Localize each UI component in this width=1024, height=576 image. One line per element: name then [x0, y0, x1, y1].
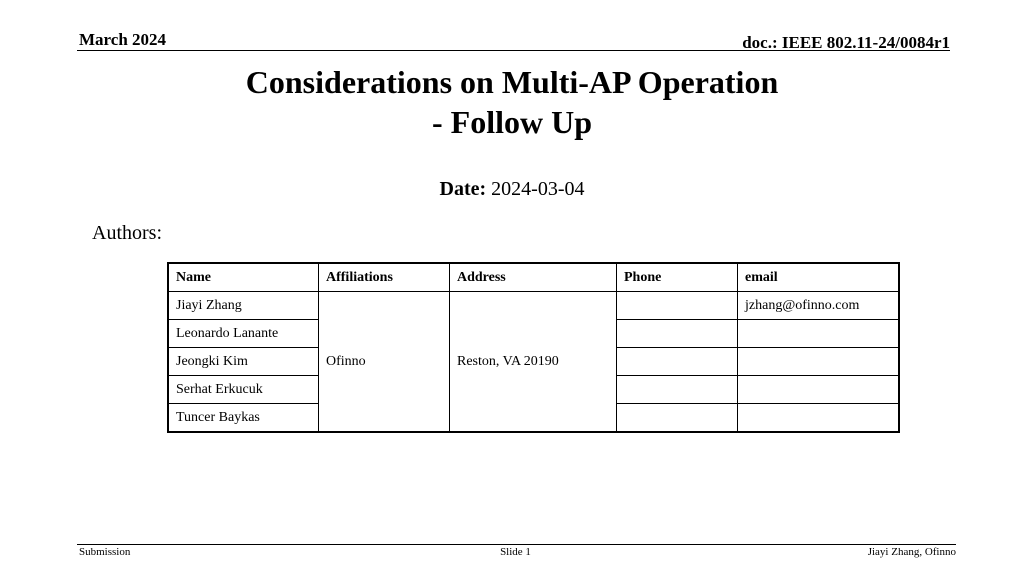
- slide-title-line-2: - Follow Up: [432, 104, 592, 140]
- footer-slide-number: Slide 1: [500, 546, 531, 558]
- header-doc-id: doc.: IEEE 802.11-24/0084r1: [742, 33, 950, 52]
- header-date: March 2024: [79, 30, 167, 49]
- author-affiliation: Ofinno: [319, 292, 450, 433]
- authors-table: [167, 262, 900, 433]
- authors-label: Authors:: [92, 222, 162, 244]
- author-name: Jeongki Kim: [168, 348, 319, 376]
- author-email: jzhang@ofinno.com: [738, 292, 900, 320]
- author-email: [738, 404, 900, 433]
- table-header-row: [168, 263, 899, 292]
- footer-author: Jiayi Zhang, Ofinno: [867, 546, 956, 558]
- author-phone: [617, 376, 738, 404]
- header-phone: Phone: [617, 263, 738, 292]
- header-divider: [77, 50, 950, 51]
- slide-title-line-1: Considerations on Multi-AP Operation: [245, 64, 779, 100]
- header-address: Address: [450, 263, 617, 292]
- footer-submission: Submission: [79, 546, 131, 558]
- author-name: Leonardo Lanante: [168, 320, 319, 348]
- author-name: Tuncer Baykas: [168, 404, 319, 433]
- author-name: Serhat Erkucuk: [168, 376, 319, 404]
- author-email: [738, 320, 900, 348]
- slide-title: [0, 62, 1024, 142]
- header-affiliations: Affiliations: [319, 263, 450, 292]
- author-phone: [617, 404, 738, 433]
- date-value: 2024-03-04: [486, 178, 585, 200]
- author-email: [738, 348, 900, 376]
- author-email: [738, 376, 900, 404]
- header-name: Name: [168, 263, 319, 292]
- header-email: email: [738, 263, 900, 292]
- date-label: Date:: [439, 178, 487, 200]
- author-address: Reston, VA 20190: [450, 292, 617, 433]
- date-line: [0, 178, 1024, 201]
- table-row: [168, 292, 899, 320]
- author-phone: [617, 348, 738, 376]
- author-phone: [617, 292, 738, 320]
- author-name: Jiayi Zhang: [168, 292, 319, 320]
- author-phone: [617, 320, 738, 348]
- footer-divider: [77, 544, 956, 545]
